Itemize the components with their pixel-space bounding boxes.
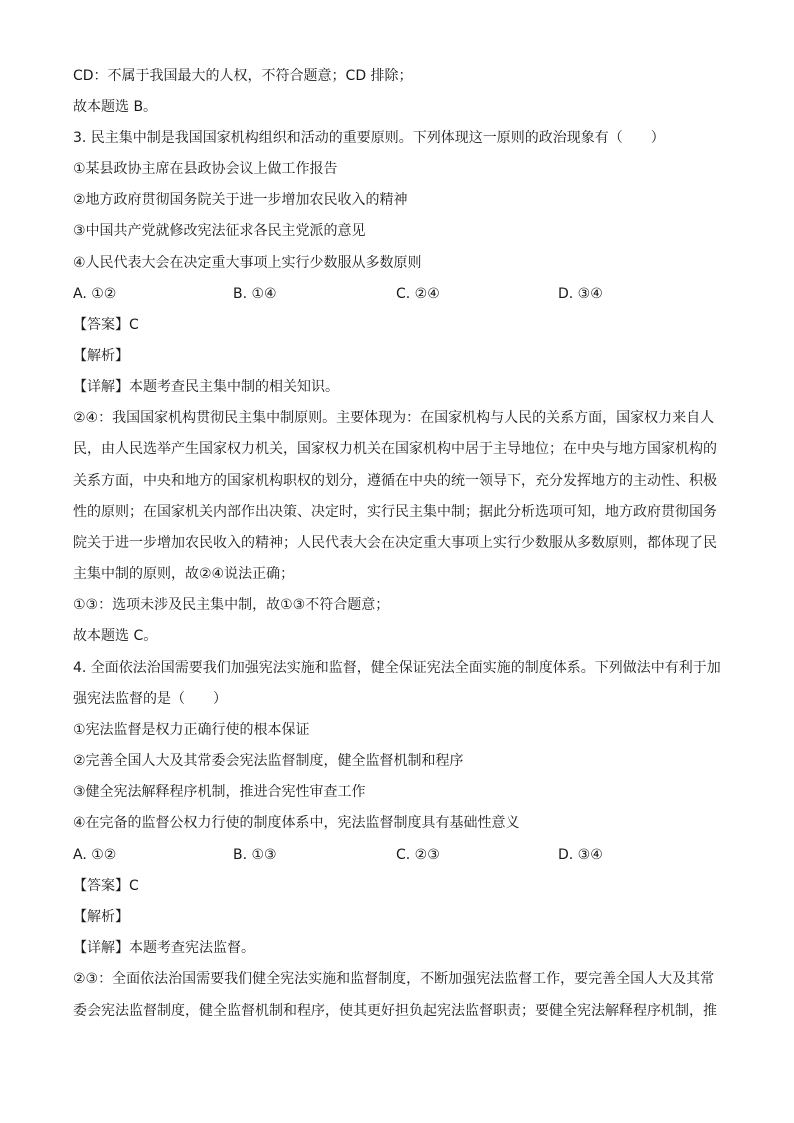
analysis-label: 【解析】 [73, 909, 129, 925]
question-stem: 强宪法监督的是（ ） [73, 691, 227, 707]
question-item: ③中国共产党就修改宪法征求各民主党派的意见 [73, 223, 366, 239]
option-d: D. ③④ [558, 286, 603, 302]
analysis-text: 委会宪法监督制度，健全监督机制和程序，使其更好担负起宪法监督职责；要健全宪法解释程序机制，推 [73, 1003, 717, 1019]
question-item: ③健全宪法解释程序机制，推进合宪性审查工作 [73, 784, 366, 800]
analysis-text: ①③：选项未涉及民主集中制，故①③不符合题意； [73, 597, 390, 613]
option-b: B. ①③ [233, 847, 277, 863]
detail-line: 【详解】本题考查民主集中制的相关知识。 [73, 379, 339, 395]
analysis-text: 关系方面，中央和地方的国家机构职权的划分，遵循在中央的统一领导下，充分发挥地方的主动性、积极 [73, 473, 717, 489]
question-item: ④人民代表大会在决定重大事项上实行少数服从多数原则 [73, 255, 422, 271]
question-item: ②地方政府贯彻国务院关于进一步增加农民收入的精神 [73, 192, 408, 208]
option-b: B. ①④ [233, 286, 277, 302]
analysis-text: 主集中制的原则，故②④说法正确； [73, 566, 295, 582]
text-line: CD：不属于我国最大的人权，不符合题意；CD 排除； [73, 68, 413, 84]
analysis-text: ②④：我国国家机构贯彻民主集中制原则。主要体现为：在国家机构与人民的关系方面，国家权力来自人 [73, 410, 715, 426]
option-a: A. ①② [73, 286, 117, 302]
question-stem: 4. 全面依法治国需要我们加强宪法实施和监督，健全保证宪法全面实施的制度体系。下列做法中有利于加 [73, 660, 721, 676]
question-item: ①宪法监督是权力正确行使的根本保证 [73, 722, 310, 738]
question-item: ②完善全国人大及其常委会宪法监督制度，健全监督机制和程序 [73, 753, 464, 769]
question-item: ④在完备的监督公权力行使的制度体系中，宪法监督制度具有基础性意义 [73, 815, 520, 831]
analysis-text: ②③：全面依法治国需要我们健全宪法实施和监督制度，不断加强宪法监督工作，要完善全国人大及其常 [73, 971, 715, 987]
answer-line: 【答案】C [73, 317, 139, 333]
analysis-label: 【解析】 [73, 348, 129, 364]
option-c: C. ②③ [396, 847, 440, 863]
text-line: 故本题选 B。 [73, 99, 158, 115]
option-a: A. ①② [73, 847, 117, 863]
answer-line: 【答案】C [73, 878, 139, 894]
option-d: D. ③④ [558, 847, 603, 863]
question-stem: 3. 民主集中制是我国国家机构组织和活动的重要原则。下列体现这一原则的政治现象有（ ） [73, 130, 665, 146]
detail-line: 【详解】本题考查宪法监督。 [73, 940, 255, 956]
question-item: ①某县政协主席在县政协会议上做工作报告 [73, 161, 338, 177]
analysis-text: 院关于进一步增加农民收入的精神；人民代表大会在决定重大事项上实行少数服从多数原则，都体现了民 [73, 535, 717, 551]
analysis-text: 民，由人民选举产生国家权力机关，国家权力机关在国家机构中居于主导地位；在中央与地方国家机构的 [73, 441, 717, 457]
analysis-text: 故本题选 C。 [73, 628, 158, 644]
analysis-text: 性的原则；在国家机关内部作出决策、决定时，实行民主集中制；据此分析选项可知，地方政府贯彻国务 [73, 504, 717, 520]
option-c: C. ②④ [396, 286, 440, 302]
